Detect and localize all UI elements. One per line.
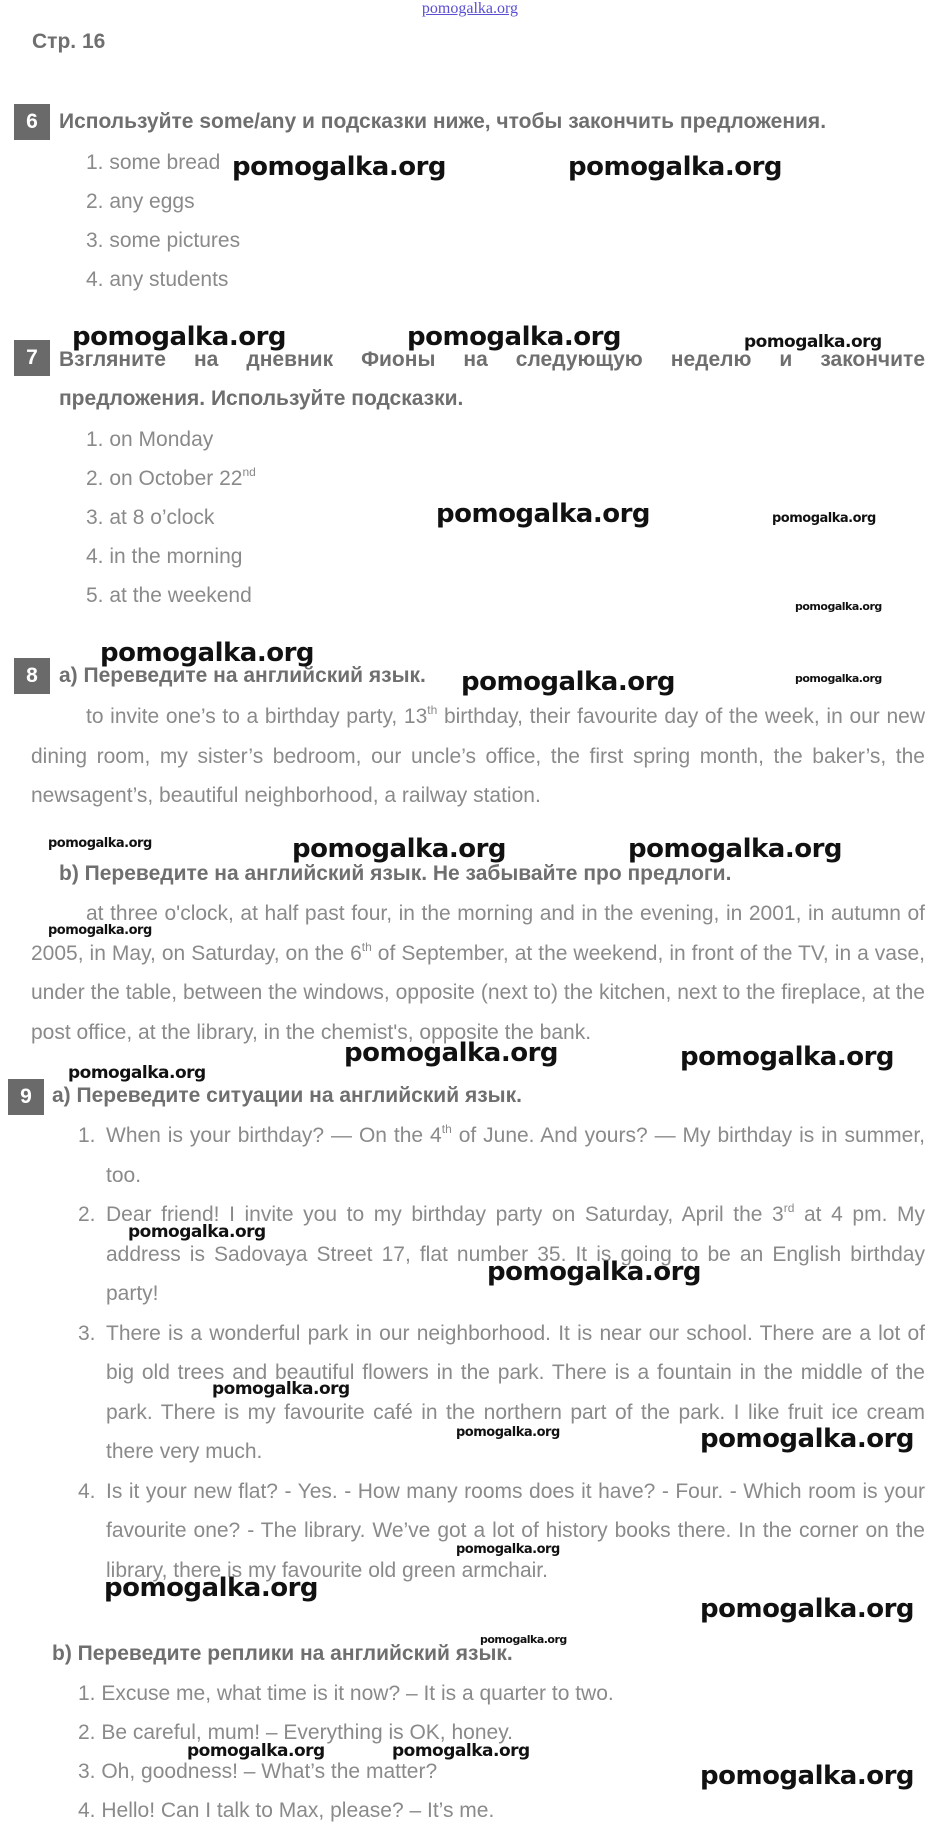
watermark: pomogalka.org	[436, 499, 651, 529]
list-item: 3. some pictures	[86, 229, 241, 252]
watermark: pomogalka.org	[700, 1761, 915, 1791]
page-label: Стр. 16	[32, 30, 106, 53]
task-8a-text: to invite one’s to a birthday party, 13th birthday, their favourite day of the week, in our new dining room, my sister’s bedroom, our uncle’s office, the first spring month, the baker’s, the newsagent’s, beautiful neighborhood, a railway station.	[31, 703, 925, 807]
watermark: pomogalka.org	[680, 1042, 895, 1072]
watermark: pomogalka.org	[772, 511, 876, 526]
task-9-number: 9	[8, 1079, 44, 1115]
list-item: 2. on October 22nd	[86, 465, 256, 490]
task-6-number: 6	[14, 104, 50, 140]
list-item: 4. in the morning	[86, 545, 243, 568]
task-8-number: 8	[14, 658, 50, 694]
watermark: pomogalka.org	[795, 672, 882, 685]
superscript: th	[361, 939, 372, 954]
list-item: 4. any students	[86, 268, 229, 291]
list-item: 4. Is it your new flat? - Yes. - How many rooms does it have? - Four. - Which room is your favourite one? - The library. We’ve got a lot of history books there. In the corner on the library, there is my favourite old green armchair.	[78, 1479, 925, 1582]
list-item: 3. at 8 o’clock	[86, 506, 215, 529]
task-9b-list	[78, 1674, 614, 1830]
list-item: 1. some bread	[86, 151, 221, 174]
list-item: 3. There is a wonderful park in our neighborhood. It is near our school. There are a lot of big old trees and beautiful flowers in the park. There is a fountain in the middle of the park. There is my favourite café in the northern part of the park. I like fruit ice cream there very much.	[78, 1321, 925, 1463]
watermark: pomogalka.org	[100, 638, 315, 668]
list-item: 5. at the weekend	[86, 584, 252, 607]
task-8a-title: a) Переведите на английский язык.	[59, 664, 426, 687]
watermark: pomogalka.org	[72, 322, 287, 352]
superscript: nd	[242, 465, 256, 479]
task-7-list	[86, 420, 256, 615]
watermark: pomogalka.org	[104, 1573, 319, 1603]
list-item: 4. Hello! Can I talk to Max, please? – It’s me.	[78, 1799, 495, 1822]
watermark: pomogalka.org	[456, 1542, 560, 1557]
watermark: pomogalka.org	[187, 1741, 325, 1761]
watermark: pomogalka.org	[744, 332, 882, 352]
watermark: pomogalka.org	[344, 1038, 559, 1068]
watermark: pomogalka.org	[407, 322, 622, 352]
watermark: pomogalka.org	[795, 600, 882, 613]
task-8b-text: at three o'clock, at half past four, in the morning and in the evening, in 2001, in autumn of 2005, in May, on Saturday, on the 6th of September, at the weekend, in front of the TV, in a vase, under the table, between the windows, opposite (next to) the kitchen, next to the fireplace, at the post office, at the library, in the chemist's, opposite the bank.	[31, 902, 925, 1044]
watermark: pomogalka.org	[128, 1222, 266, 1242]
task-7-title-line2: предложения. Используйте подсказки.	[59, 387, 464, 410]
task-6-title: Используйте some/any и подсказки ниже, чтобы закончить предложения.	[59, 110, 827, 133]
watermark: pomogalka.org	[480, 1633, 567, 1646]
watermark: pomogalka.org	[48, 836, 152, 851]
task-9a-list	[78, 1116, 925, 1590]
watermark: pomogalka.org	[212, 1379, 350, 1399]
watermark: pomogalka.org	[700, 1594, 915, 1624]
watermark: pomogalka.org	[568, 152, 783, 182]
watermark: pomogalka.org	[392, 1741, 530, 1761]
task-8b-title: b) Переведите на английский язык. Не забывайте про предлоги.	[59, 862, 732, 885]
superscript: rd	[783, 1201, 795, 1215]
watermark: pomogalka.org	[700, 1424, 915, 1454]
task-9b-title: b) Переведите реплики на английский язык.	[52, 1642, 513, 1665]
task-7-title-line1: Взгляните на дневник Фионы на следующую неделю и закончите	[59, 348, 925, 371]
watermark: pomogalka.org	[48, 923, 152, 938]
list-item: 1. Excuse me, what time is it now? – It is a quarter to two.	[78, 1682, 614, 1705]
watermark: pomogalka.org	[628, 834, 843, 864]
task-7-number: 7	[14, 340, 50, 376]
list-item: 2. Dear friend! I invite you to my birthday party on Saturday, April the 3rd at 4 pm. My address is Sadovaya Street 17, flat number 35. It is going to be an English birthday party!	[78, 1201, 926, 1305]
superscript: th	[441, 1122, 452, 1136]
watermark: pomogalka.org	[461, 667, 676, 697]
watermark: pomogalka.org	[292, 834, 507, 864]
task-9a-title: a) Переведите ситуации на английский язык.	[52, 1084, 522, 1107]
superscript: th	[427, 703, 438, 717]
watermark: pomogalka.org	[487, 1257, 702, 1287]
list-item: 2. Be careful, mum! – Everything is OK, honey.	[78, 1721, 513, 1744]
site-link[interactable]: pomogalka.org	[421, 0, 519, 17]
watermark: pomogalka.org	[232, 152, 447, 182]
task-6-list	[86, 143, 240, 299]
list-item: 3. Oh, goodness! – What’s the matter?	[78, 1760, 438, 1783]
watermark: pomogalka.org	[68, 1063, 206, 1083]
list-item: 2. any eggs	[86, 190, 195, 213]
list-item: 1. on Monday	[86, 428, 214, 451]
list-item: 1. When is your birthday? — On the 4th of June. And yours? — My birthday is in summer, too.	[78, 1122, 925, 1187]
watermark: pomogalka.org	[456, 1425, 560, 1440]
